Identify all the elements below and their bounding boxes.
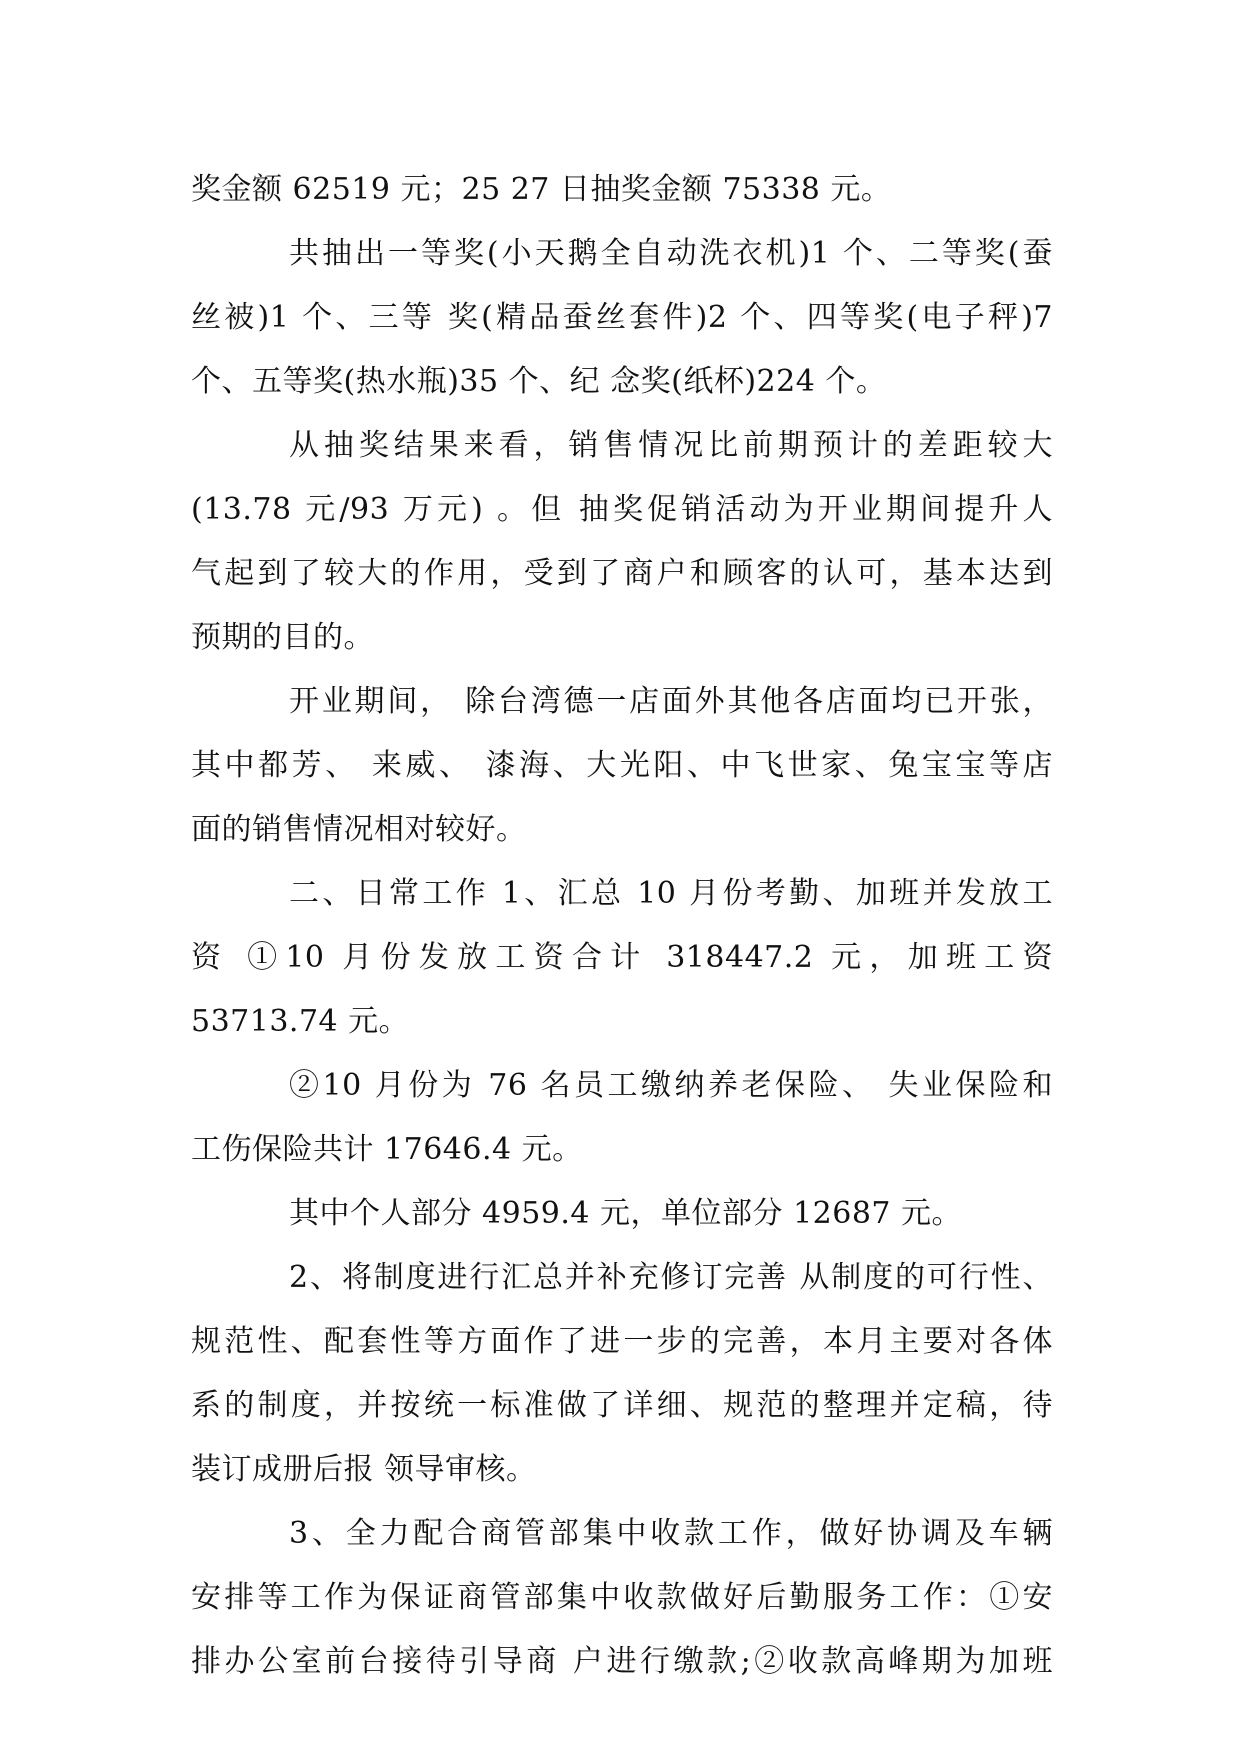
text-line-19: 规范性、配套性等方面作了进一步的完善，本月主要对各体 <box>191 1324 1053 1359</box>
text-line-4: 个、五等奖(热水瓶)35 个、纪 念奖(纸杯)224 个。 <box>191 364 887 399</box>
text-line-14: 53713.74 元。 <box>191 1004 410 1039</box>
text-line-21: 装订成册后报 领导审核。 <box>191 1452 537 1487</box>
text-line-3: 丝被)1 个、三等 奖(精品蚕丝套件)2 个、四等奖(电子秤)7 <box>191 300 1053 335</box>
text-line-5: 从抽奖结果来看，销售情况比前期预计的差距较大 <box>289 428 1053 463</box>
text-line-18: 2、将制度进行汇总并补充修订完善 从制度的可行性、 <box>289 1260 1053 1295</box>
text-line-9: 开业期间， 除台湾德一店面外其他各店面均已开张， <box>289 684 1053 719</box>
document-body <box>191 158 1053 1694</box>
text-line-20: 系的制度，并按统一标准做了详细、规范的整理并定稿，待 <box>191 1388 1053 1423</box>
text-line-23: 安排等工作为保证商管部集中收款做好后勤服务工作：①安 <box>191 1580 1053 1615</box>
text-line-7: 气起到了较大的作用，受到了商户和顾客的认可，基本达到 <box>191 556 1053 591</box>
text-line-24: 排办公室前台接待引导商 户进行缴款;②收款高峰期为加班 <box>191 1644 1053 1679</box>
text-line-11: 面的销售情况相对较好。 <box>191 812 527 847</box>
text-line-16: 工伤保险共计 17646.4 元。 <box>191 1132 583 1167</box>
text-line-17: 其中个人部分 4959.4 元，单位部分 12687 元。 <box>289 1196 963 1231</box>
text-line-13: 资 ①10 月份发放工资合计 318447.2 元，加班工资 <box>191 940 1053 975</box>
text-line-1: 奖金额 62519 元；25 27 日抽奖金额 75338 元。 <box>191 172 892 207</box>
text-line-22: 3、全力配合商管部集中收款工作，做好协调及车辆 <box>289 1516 1053 1551</box>
text-line-12: 二、日常工作 1、汇总 10 月份考勤、加班并发放工 <box>289 876 1053 911</box>
text-line-8: 预期的目的。 <box>191 620 374 655</box>
text-line-15: ②10 月份为 76 名员工缴纳养老保险、 失业保险和 <box>289 1068 1053 1103</box>
text-line-10: 其中都芳、 来威、 漆海、大光阳、中飞世家、兔宝宝等店 <box>191 748 1053 783</box>
text-line-6: (13.78 元/93 万元) 。但 抽奖促销活动为开业期间提升人 <box>191 492 1053 527</box>
text-line-2: 共抽出一等奖(小天鹅全自动洗衣机)1 个、二等奖(蚕 <box>289 236 1053 271</box>
